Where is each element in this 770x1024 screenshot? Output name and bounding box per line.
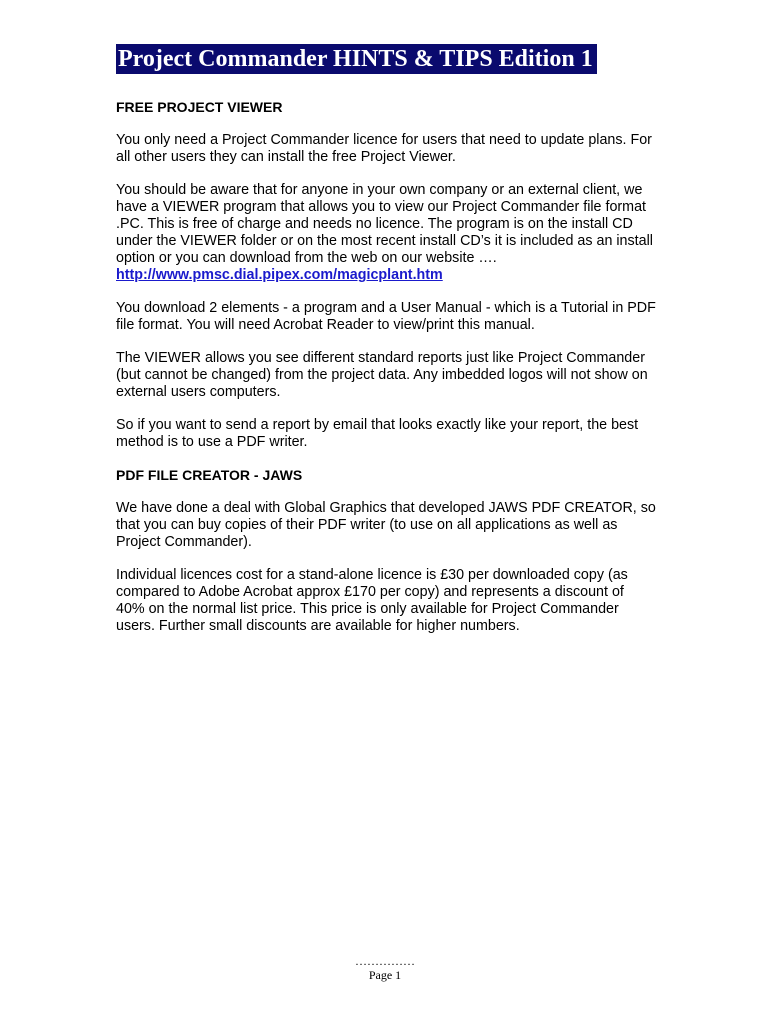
document-title: Project Commander HINTS & TIPS Edition 1	[116, 44, 597, 74]
page-number: Page 1	[368, 968, 402, 982]
paragraph-text: You should be aware that for anyone in your own company or an external client, we have a VIEWER program that allows you to view our Project Commander file format .PC. This is free of charge and needs no licence. The program is on the install CD under the VIEWER folder or on the most recent install CD’s it is included as an install option or you can download from the web on our website ….	[116, 182, 653, 266]
document-page	[116, 44, 656, 635]
footer-dots: ……………	[355, 954, 415, 968]
paragraph: We have done a deal with Global Graphics that developed JAWS PDF CREATOR, so that you can buy copies of their PDF writer (to use on all applications as well as Project Commander).	[116, 500, 656, 550]
section-heading-viewer: FREE PROJECT VIEWER	[116, 99, 283, 115]
paragraph: You download 2 elements - a program and a User Manual - which is a Tutorial in PDF file format. You will need Acrobat Reader to view/print this manual.	[116, 300, 656, 333]
paragraph: Individual licences cost for a stand-alone licence is £30 per downloaded copy (as compared to Adobe Acrobat approx £170 per copy) and represents a discount of 40% on the normal list price. This price is only available for Project Commander users. Further small discounts are available for higher numbers.	[116, 567, 628, 634]
paragraph-with-link	[116, 182, 656, 284]
paragraph: The VIEWER allows you see different standard reports just like Project Commander (but cannot be changed) from the project data. Any imbedded logos will not show on external users computers.	[116, 350, 648, 400]
paragraph: So if you want to send a report by email that looks exactly like your report, the best method is to use a PDF writer.	[116, 417, 639, 450]
section-heading-jaws: PDF FILE CREATOR - JAWS	[116, 467, 303, 483]
paragraph: You only need a Project Commander licence for users that need to update plans. For all other users they can install the free Project Viewer.	[116, 132, 652, 165]
website-link[interactable]: http://www.pmsc.dial.pipex.com/magicplant.htm	[116, 267, 443, 283]
